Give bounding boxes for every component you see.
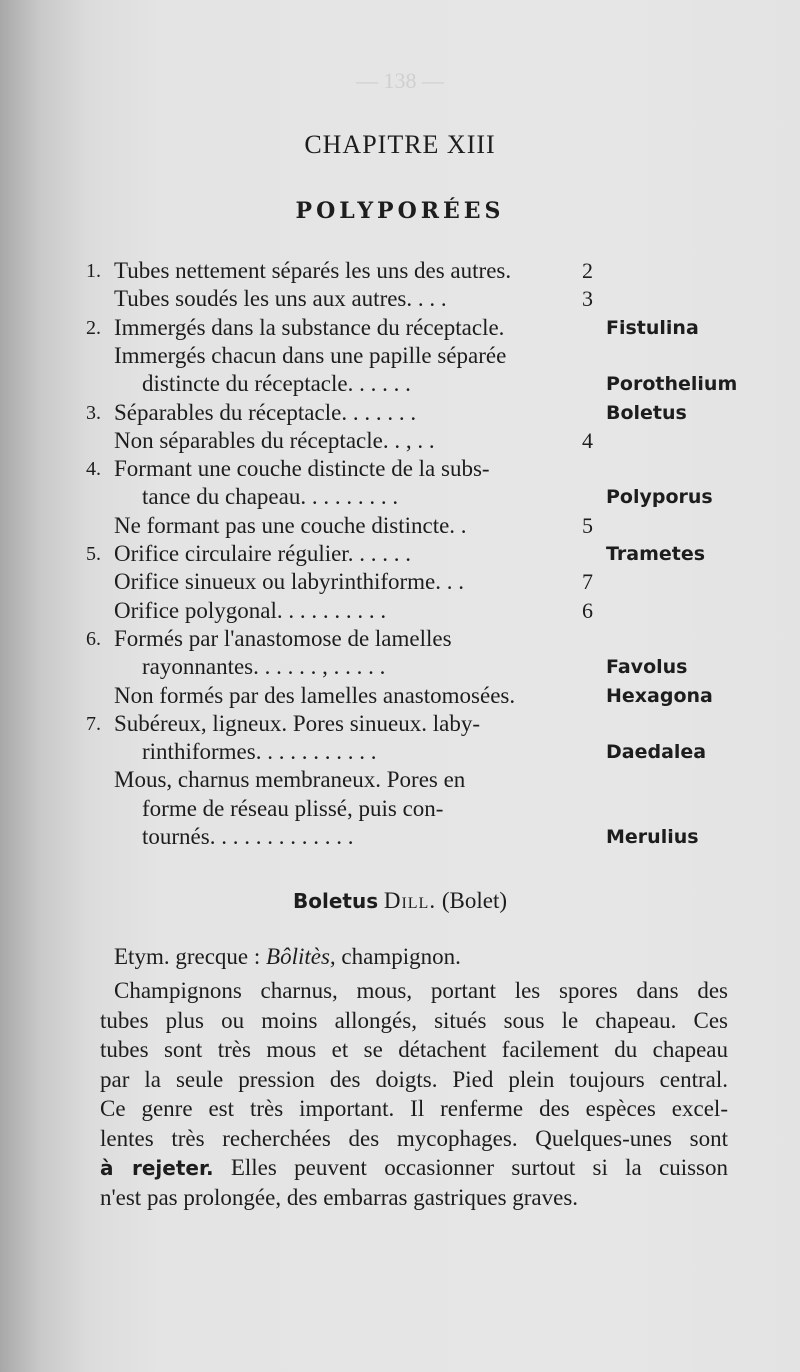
key-row — [0, 426, 800, 456]
paragraph-line — [0, 1124, 800, 1154]
key-number: 3. — [86, 401, 101, 424]
key-number: 2. — [86, 316, 101, 339]
key-row — [0, 398, 800, 428]
key-next-step: 3 — [582, 286, 593, 312]
key-row — [0, 539, 800, 569]
paragraph-text: par la seule pression des doigts. Pied plein toujours central. — [100, 1066, 728, 1092]
key-row — [0, 341, 800, 371]
etymology-word: Bôlitès, — [266, 944, 336, 969]
key-row — [0, 765, 800, 795]
key-genus-result: Trametes — [606, 543, 706, 565]
paragraph-line — [0, 1094, 800, 1124]
key-genus-result: Hexagona — [606, 684, 713, 707]
key-genus-result: Daedalea — [606, 741, 707, 764]
key-row — [0, 709, 800, 739]
key-text: forme de réseau plissé, puis con- — [142, 795, 444, 821]
genus-author: Dill. — [383, 888, 437, 913]
genus-heading — [0, 888, 800, 914]
paragraph-text: Ce genre est très important. Il renferme des espèces excel- — [100, 1096, 728, 1121]
key-row — [0, 737, 800, 767]
key-text: Orifice polygonal. . . . . . . . . . — [114, 597, 387, 623]
genus-common-name: (Bolet) — [441, 888, 507, 913]
key-text: Formant une couche distincte de la subs- — [114, 456, 490, 482]
paragraph-text: tubes plus ou moins allongés, situés sous le chapeau. Ces — [100, 1007, 728, 1033]
key-text: Mous, charnus membraneux. Pores en — [114, 767, 466, 793]
key-row — [0, 681, 800, 711]
key-next-step: 5 — [582, 512, 593, 538]
key-row — [0, 624, 800, 654]
key-text: distincte du réceptacle. . . . . . — [142, 371, 411, 397]
key-text: Formés par l'anastomose de lamelles — [114, 625, 452, 651]
key-text: rayonnantes. . . . . . , . . . . . — [142, 654, 386, 680]
key-row — [0, 511, 800, 541]
paragraph-text: lentes très recherchées des mycophages. Quelques-unes sont — [100, 1125, 728, 1151]
key-number: 6. — [86, 627, 101, 650]
key-genus-result: Polyporus — [606, 486, 713, 509]
key-genus-result: Merulius — [606, 826, 699, 848]
etymology — [114, 944, 461, 970]
genus-name: Boletus — [292, 889, 379, 913]
paragraph-text: n'est pas prolongée, des embarras gastriques graves. — [100, 1184, 579, 1210]
key-text: Non séparables du réceptacle. . , . . — [114, 427, 435, 453]
paragraph-line — [0, 1183, 800, 1213]
paragraph-text: à rejeter. Elles peuvent occasionner surtout si la cuisson — [100, 1155, 728, 1180]
paragraph-line — [0, 1006, 800, 1036]
key-next-step: 2 — [582, 258, 593, 283]
key-text: Tubes nettement séparés les uns des autres. — [114, 258, 512, 283]
paragraph-line — [0, 1035, 800, 1065]
key-text: tance du chapeau. . . . . . . . . — [142, 484, 399, 510]
paragraph-line — [0, 976, 800, 1006]
etymology-prefix: Etym. grecque : — [114, 944, 261, 969]
key-number: 1. — [86, 260, 101, 282]
key-text: Tubes soudés les uns aux autres. . . . — [114, 286, 447, 312]
key-row — [0, 794, 800, 824]
key-row — [0, 596, 800, 626]
key-next-step: 4 — [582, 427, 593, 453]
key-text: Séparables du réceptacle. . . . . . . — [114, 399, 417, 425]
key-text: Orifice circulaire régulier. . . . . . — [114, 541, 411, 566]
paragraph-line — [0, 1153, 800, 1183]
paragraph-text: Champignons charnus, mous, portant les spores dans des — [114, 978, 728, 1003]
key-text: Ne formant pas une couche distincte. . — [114, 512, 467, 538]
section-title: POLYPORÉES — [295, 198, 505, 224]
key-row — [0, 822, 800, 852]
key-text: Orifice sinueux ou labyrinthiforme. . . — [114, 569, 465, 595]
key-text: Immergés chacun dans une papille séparée — [114, 342, 507, 368]
key-number: 7. — [86, 712, 101, 735]
chapter-title: CHAPITRE XIII — [304, 130, 496, 159]
key-next-step: 7 — [582, 569, 593, 595]
paragraph-line — [0, 1065, 800, 1095]
key-text: tournés. . . . . . . . . . . . . — [142, 824, 354, 849]
key-row — [0, 256, 800, 286]
key-next-step: 6 — [582, 597, 593, 623]
key-row — [0, 482, 800, 512]
emphasis-text: à rejeter. — [100, 1156, 214, 1180]
key-genus-result: Favolus — [606, 656, 688, 679]
key-text: Immergés dans la substance du réceptacle. — [114, 314, 505, 340]
key-row — [0, 567, 800, 597]
key-row — [0, 284, 800, 314]
key-row — [0, 652, 800, 682]
key-text: rinthiformes. . . . . . . . . . . — [142, 739, 377, 765]
key-row — [0, 369, 800, 399]
etymology-meaning: champignon. — [341, 944, 461, 969]
key-text: Non formés par des lamelles anastomosées. — [114, 682, 516, 708]
key-genus-result: Boletus — [606, 401, 687, 424]
key-number: 5. — [86, 543, 101, 565]
paragraph-text: tubes sont très mous et se détachent facilement du chapeau — [100, 1037, 728, 1062]
key-row — [0, 313, 800, 343]
key-number: 4. — [86, 458, 101, 481]
page-number: — 138 — — [356, 68, 444, 93]
key-genus-result: Porothelium — [606, 373, 738, 396]
key-row — [0, 454, 800, 484]
key-text: Subéreux, ligneux. Pores sinueux. laby- — [114, 710, 481, 736]
key-genus-result: Fistulina — [606, 316, 699, 339]
